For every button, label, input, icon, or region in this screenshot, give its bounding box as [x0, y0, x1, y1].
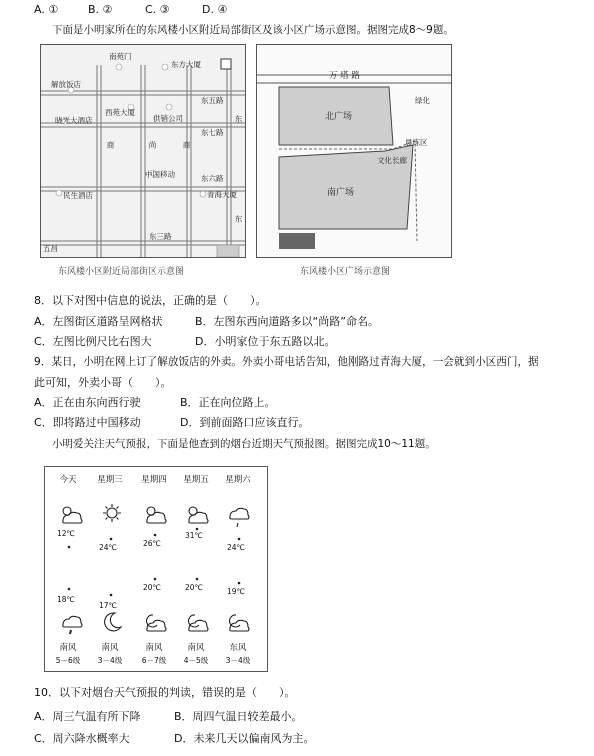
- q9-option-c: C．即将路过中国移动: [34, 416, 141, 429]
- high-temp-1: 24℃: [99, 543, 117, 552]
- high-temp-4: 24℃: [227, 543, 245, 552]
- label-qinghai: 青海大厦: [207, 190, 237, 199]
- wind-4: 东风: [229, 643, 247, 653]
- q10-option-a: A．周三气温有所下降: [34, 710, 141, 723]
- high-temp-dot: [68, 546, 71, 549]
- left-map: [40, 44, 246, 258]
- low-temp-0: 18℃: [57, 595, 75, 604]
- label-gongxiao: 供销公司: [153, 114, 183, 123]
- wind-level-0: 5－6级: [55, 656, 81, 665]
- day-label-2: 星期四: [141, 475, 167, 485]
- q8-stem: 8．以下对图中信息的说法，正确的是（ ）。: [34, 294, 267, 307]
- label-jiefang: 解放饭店: [51, 80, 81, 89]
- label-fitness: 晨练区: [405, 138, 428, 147]
- low-temp-dot: [110, 594, 113, 597]
- sun-icon: [103, 504, 121, 522]
- label-wanta: 万 塔 路: [329, 71, 360, 81]
- low-temp-dot: [68, 588, 71, 591]
- label-corridor: 文化长廊: [377, 156, 407, 165]
- q10-option-d: D．未来几天以偏南风为主。: [174, 732, 315, 745]
- rain-icon: [63, 616, 82, 634]
- high-temp-3: 31℃: [185, 531, 203, 540]
- q9-stem-line2: 此可知，外卖小哥（ ）。: [34, 376, 172, 389]
- low-temp-dot: [238, 582, 241, 585]
- q8-option-a: A．左图街区道路呈网格状: [34, 315, 163, 328]
- low-temp-2: 20℃: [143, 583, 161, 592]
- day-label-1: 星期三: [97, 475, 123, 485]
- q8-option-c: C．左图比例尺比右图大: [34, 335, 152, 348]
- high-temp-dot: [196, 528, 199, 531]
- label-dongfang: 东方大厦: [171, 60, 201, 69]
- high-temp-2: 26℃: [143, 539, 161, 548]
- right-map: [256, 44, 452, 258]
- low-temp-4: 19℃: [227, 587, 245, 596]
- cloud-moon-icon: [147, 615, 166, 631]
- q9-option-d: D．到前面路口应该直行。: [180, 416, 310, 429]
- cloud-moon-icon: [230, 615, 249, 631]
- label-road1: 商: [106, 141, 115, 149]
- label-dongqi: 东七路: [201, 128, 224, 137]
- option-d: D. ④: [202, 3, 228, 16]
- option-a: A. ①: [34, 3, 59, 16]
- label-south: 南广场: [327, 188, 355, 198]
- right-map-caption: 东风楼小区广场示意图: [300, 267, 391, 277]
- low-temp-dot: [154, 578, 157, 581]
- label-north: 北广场: [325, 112, 353, 122]
- option-c: C. ③: [145, 3, 170, 16]
- day-label-4: 星期六: [225, 475, 251, 485]
- cloud-sun-icon: [147, 507, 166, 523]
- day-label-0: 今天: [59, 475, 77, 485]
- cloud-moon-icon: [189, 615, 208, 631]
- q9-option-a: A．正在由东向西行驶: [34, 396, 141, 409]
- moon-icon: [105, 613, 121, 631]
- q8-option-d: D．小明家位于东五路以北。: [195, 335, 336, 348]
- low-temp-dot: [196, 578, 199, 581]
- label-green: 绿化: [415, 96, 430, 105]
- wind-2: 南风: [145, 643, 163, 653]
- day-label-3: 星期五: [183, 475, 209, 485]
- wind-0: 南风: [59, 643, 77, 653]
- intro-weather: 小明爱关注天气预报，下面是他查到的烟台近期天气预报图。据图完成10～11题。: [52, 438, 436, 450]
- cloud-sun-icon: [63, 507, 82, 523]
- left-map-roads: [41, 45, 245, 257]
- wind-3: 南风: [187, 643, 205, 653]
- q10-option-c: C．周六降水概率大: [34, 732, 130, 745]
- label-road2: 尚: [148, 141, 157, 149]
- label-xiaoguang: 晓光大酒店: [55, 116, 93, 125]
- rain-icon: [230, 508, 249, 527]
- q10-stem: 10．以下对烟台天气预报的判读，错误的是（ ）。: [34, 686, 296, 699]
- label-road3: 商: [182, 141, 191, 149]
- intro-maps: 下面是小明家所在的东风楼小区附近局部街区及该小区广场示意图。据图完成8～9题。: [52, 24, 454, 36]
- label-road4: 东: [234, 115, 243, 123]
- wind-level-2: 6－7级: [141, 656, 167, 665]
- q9-stem-line1: 9．某日，小明在网上订了解放饭店的外卖。外卖小哥电话告知，他刚路过青海大厦，一会就到小区西门，据: [34, 356, 539, 368]
- q8-option-b: B．左图东西向道路多以“尚路”命名。: [195, 315, 379, 328]
- label-minsheng: 民生酒店: [63, 191, 93, 200]
- wind-level-4: 3－4级: [225, 656, 251, 665]
- high-temp-dot: [238, 538, 241, 541]
- label-mobile: 中国移动: [145, 170, 175, 179]
- high-temp-0: 12℃: [57, 529, 75, 538]
- q9-option-b: B．正在向位路上。: [180, 396, 276, 409]
- low-temp-3: 20℃: [185, 583, 203, 592]
- label-dongsan: 东三路: [149, 232, 172, 241]
- weather-forecast: [44, 466, 268, 672]
- cloud-sun-icon: [189, 507, 208, 523]
- label-xiyuan: 西苑大厦: [105, 108, 135, 117]
- option-b: B. ②: [88, 3, 113, 16]
- wind-level-3: 4－5级: [183, 656, 209, 665]
- left-map-caption: 东风楼小区附近局部街区示意图: [58, 267, 185, 277]
- wind-level-1: 3－4级: [97, 656, 123, 665]
- high-temp-dot: [154, 534, 157, 537]
- label-dongliu: 东六路: [201, 174, 224, 183]
- high-temp-dot: [110, 538, 113, 541]
- low-temp-1: 17℃: [99, 601, 117, 610]
- label-road5: 东: [234, 215, 243, 223]
- label-nanyuan: 南苑门: [109, 52, 132, 61]
- wind-1: 南风: [101, 643, 119, 653]
- q10-option-b: B．周四气温日较差最小。: [174, 710, 303, 723]
- label-wuchang: 五昌: [43, 244, 58, 253]
- label-dongwu: 东五路: [201, 96, 224, 105]
